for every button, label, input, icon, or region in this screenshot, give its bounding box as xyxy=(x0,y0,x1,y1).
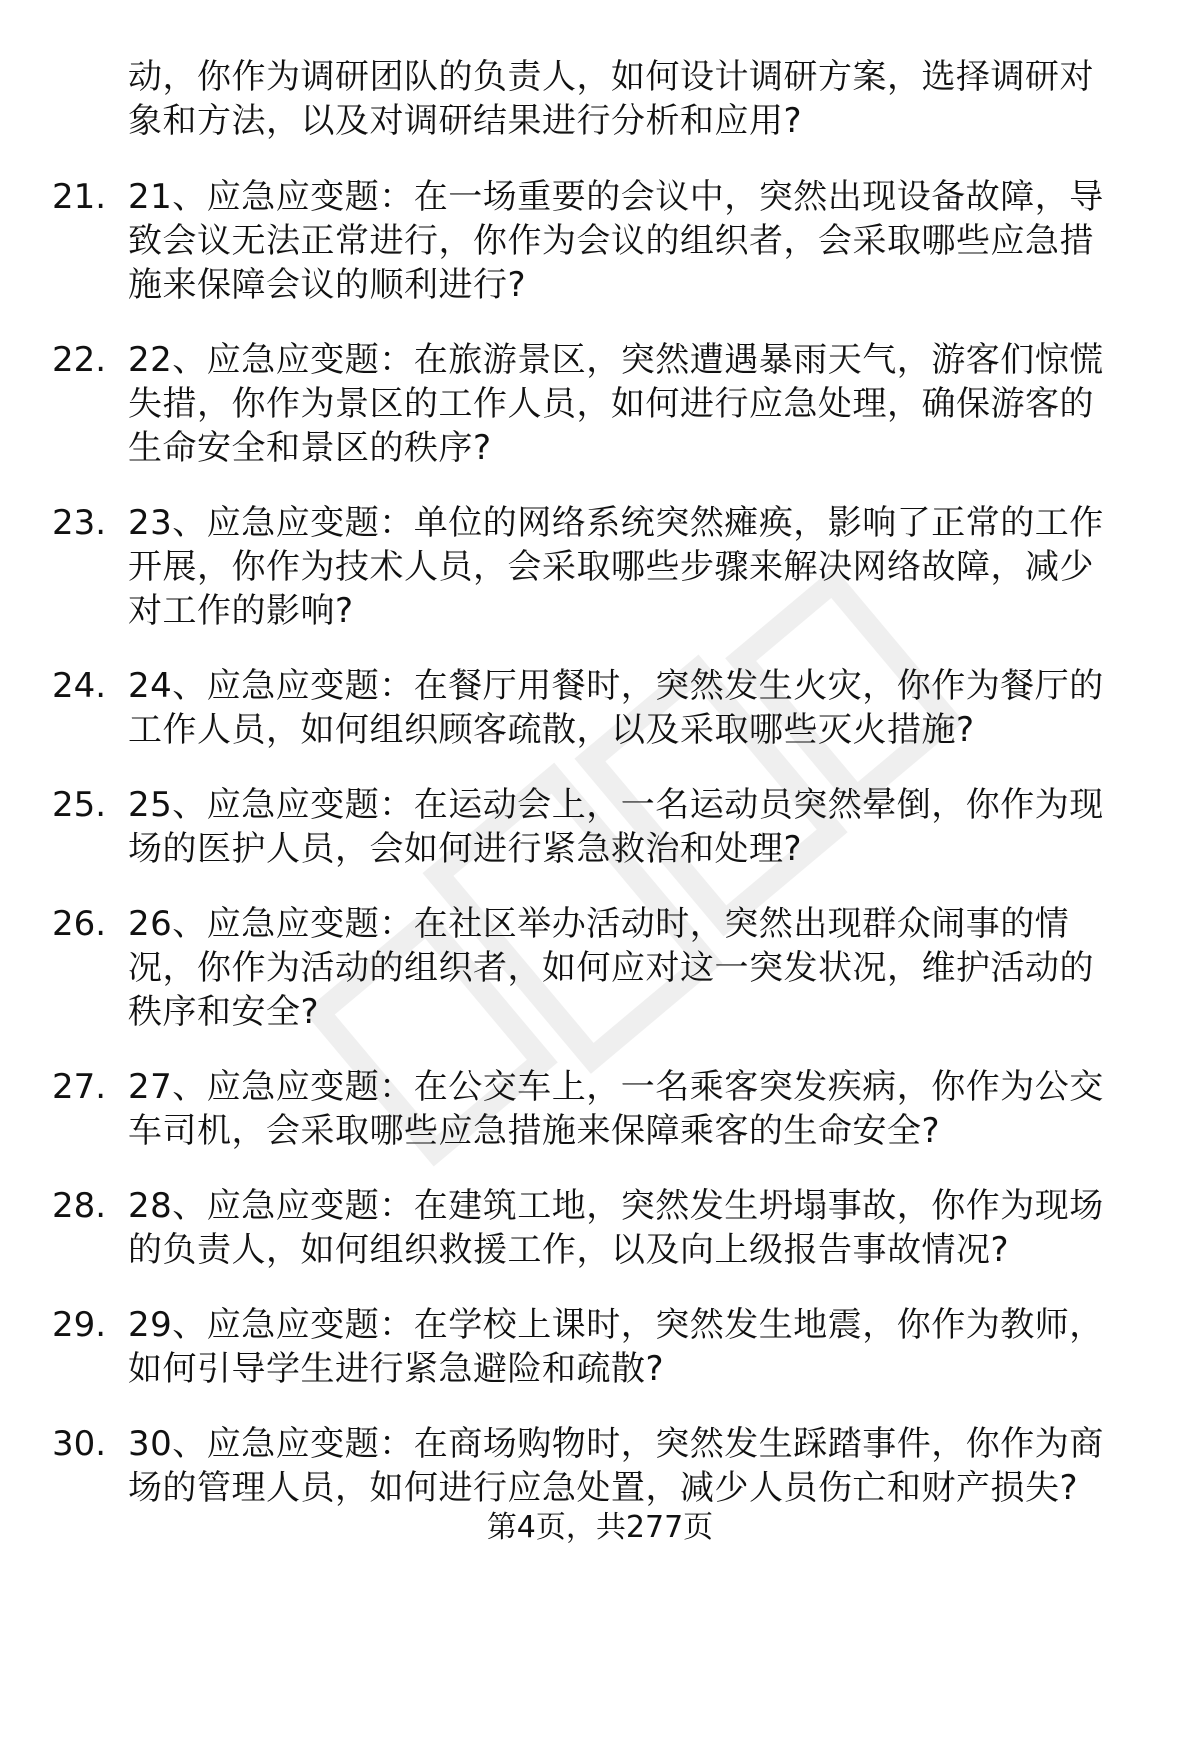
item-line: 23、应急应变题：单位的网络系统突然瘫痪，影响了正常的工作 xyxy=(128,503,1104,543)
item-number: 27. xyxy=(52,1067,107,1107)
page-footer: 第4页，共277页 xyxy=(486,1510,714,1545)
item-number: 24. xyxy=(52,666,107,706)
item-number: 26. xyxy=(52,904,107,944)
item-line: 28、应急应变题：在建筑工地，突然发生坍塌事故，你作为现场 xyxy=(128,1186,1104,1226)
item-line: 27、应急应变题：在公交车上，一名乘客突发疾病，你作为公交 xyxy=(128,1067,1104,1107)
item-line: 施来保障会议的顺利进行? xyxy=(128,265,527,305)
item-line: 如何引导学生进行紧急避险和疏散? xyxy=(128,1349,665,1389)
item-line: 场的医护人员，会如何进行紧急救治和处理? xyxy=(128,829,803,869)
item-number: 21. xyxy=(52,177,107,217)
item-line: 生命安全和景区的秩序? xyxy=(128,428,492,468)
item-line: 26、应急应变题：在社区举办活动时，突然出现群众闹事的情 xyxy=(128,904,1070,944)
item-line: 工作人员，如何组织顾客疏散，以及采取哪些灭火措施? xyxy=(128,710,975,750)
item-line: 30、应急应变题：在商场购物时，突然发生踩踏事件，你作为商 xyxy=(128,1424,1104,1464)
item-number: 30. xyxy=(52,1424,107,1464)
item-number: 29. xyxy=(52,1305,107,1345)
item-line: 开展，你作为技术人员，会采取哪些步骤来解决网络故障，减少 xyxy=(128,547,1094,587)
item-line: 秩序和安全? xyxy=(128,992,320,1032)
item-number: 22. xyxy=(52,340,107,380)
item-line: 失措，你作为景区的工作人员，如何进行应急处理，确保游客的 xyxy=(128,384,1094,424)
item-line: 场的管理人员，如何进行应急处置，减少人员伤亡和财产损失? xyxy=(128,1468,1079,1508)
item-line: 致会议无法正常进行，你作为会议的组织者，会采取哪些应急措 xyxy=(128,221,1094,261)
item-line: 的负责人，如何组织救援工作，以及向上级报告事故情况? xyxy=(128,1230,1010,1270)
item-line: 车司机，会采取哪些应急措施来保障乘客的生命安全? xyxy=(128,1111,941,1151)
item-line: 况，你作为活动的组织者，如何应对这一突发状况，维护活动的 xyxy=(128,948,1094,988)
continuation-line: 象和方法，以及对调研结果进行分析和应用? xyxy=(128,101,803,141)
item-line: 25、应急应变题：在运动会上，一名运动员突然晕倒，你作为现 xyxy=(128,785,1104,825)
item-line: 对工作的影响? xyxy=(128,591,354,631)
item-line: 29、应急应变题：在学校上课时，突然发生地震，你作为教师， xyxy=(128,1305,1104,1345)
item-number: 25. xyxy=(52,785,107,825)
item-number: 23. xyxy=(52,503,107,543)
item-line: 21、应急应变题：在一场重要的会议中，突然出现设备故障，导 xyxy=(128,177,1104,217)
item-number: 28. xyxy=(52,1186,107,1226)
continuation-line: 动，你作为调研团队的负责人，如何设计调研方案，选择调研对 xyxy=(128,57,1094,97)
item-line: 22、应急应变题：在旅游景区，突然遭遇暴雨天气，游客们惊慌 xyxy=(128,340,1104,380)
item-line: 24、应急应变题：在餐厅用餐时，突然发生火灾，你作为餐厅的 xyxy=(128,666,1104,706)
